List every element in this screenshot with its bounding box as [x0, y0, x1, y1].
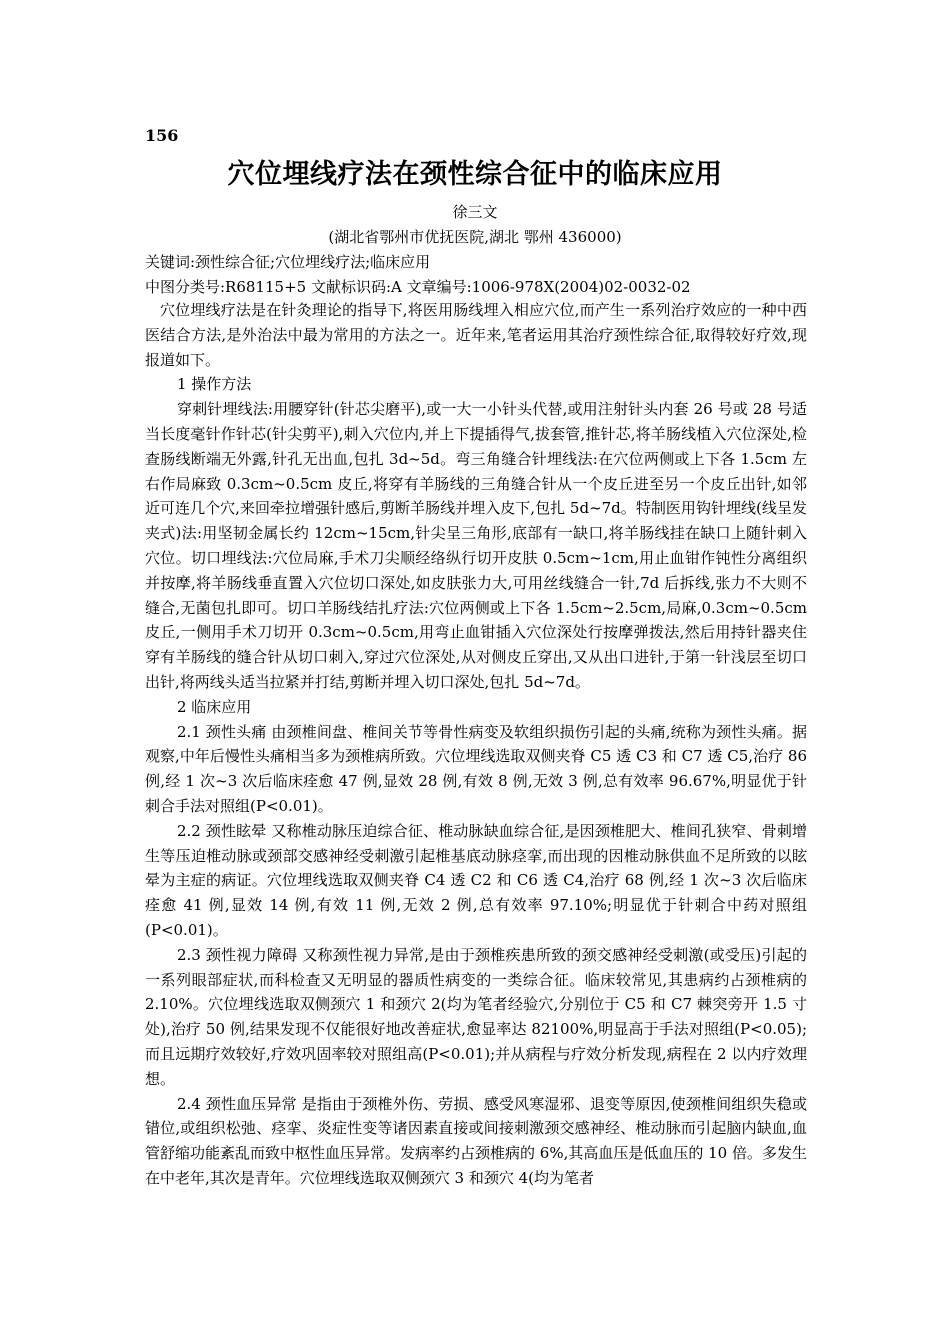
page-number: 156 [145, 126, 179, 145]
intro-paragraph: 穴位埋线疗法是在针灸理论的指导下,将医用肠线埋入相应穴位,而产生一系列治疗效应的一种中西医结合方法,是外治法中最为常用的方法之一。近年来,笔者运用其治疗颈性综合征,取得较好疗效,现报道如下。 [145, 301, 807, 369]
section-heading: 2 临床应用 [177, 697, 252, 716]
body-paragraph: 穿刺针埋线法:用腰穿针(针芯尖磨平),或一大一小针头代替,或用注射针头内套 26 号或 28 号适当长度毫针作针芯(针尖剪平),刺入穴位内,并上下提插得气,拔套管,推针芯,将羊肠线植入穴位深处,检查肠线断端无外露,针孔无出血,包扎 3d~5d。弯三角缝合针埋线法:在穴位两侧或上下各 1.5cm 左右作局麻致 0.3cm~0.5cm 皮丘,将穿有羊肠线的三角缝合针从一个皮丘进至另一个皮丘出针,如邻近可连几个穴,来回牵拉增强针感后,剪断羊肠线并埋入皮下,包扎 5d~7d。特制医用钩针埋线(线呈发夹式)法:用坚韧金属长约 12cm~15cm,针尖呈三角形,底部有一缺口,将羊肠线挂在缺口上随针刺入穴位。切口埋线法:穴位局麻,手术刀尖顺经络纵行切开皮肤 0.5cm~1cm,用止血钳作钝性分离组织并按摩,将羊肠线垂直置入穴位切口深处,如皮肤张力大,可用丝线缝合一针,7d 后拆线,张力不大则不缝合,无菌包扎即可。切口羊肠线结扎疗法:穴位两侧或上下各 1.5cm~2.5cm,局麻,0.3cm~0.5cm 皮丘,一侧用手术刀切开 0.3cm~0.5cm,用弯止血钳插入穴位深处行按摩弹拨法,然后用持针器夹住穿有羊肠线的缝合针从切口刺入,穿过穴位深处,从对侧皮丘穿出,又从出口进针,于第一针浅层至切口出针,将两线头适当拉紧并打结,剪断并埋入切口深处,包扎 5d~7d。 [145, 400, 807, 691]
classification-line: 中图分类号:R68115+5 文献标识码:A 文章编号:1006-978X(2004)02-0032-02 [145, 278, 691, 296]
article-body [145, 298, 807, 1191]
body-paragraph: 2.4 颈性血压异常 是指由于颈椎外伤、劳损、感受风寒湿邪、退变等原因,使颈椎间组织失稳或错位,或组织松弛、痉挛、炎症性变等诸因素直接或间接刺激颈交感神经、椎动脉而引起脑内缺血,血管舒缩功能紊乱而致中枢性血压异常。发病率约占颈椎病的 6%,其高血压是低血压的 10 倍。多发生在中老年,其次是青年。穴位埋线选取双侧颈穴 3 和颈穴 4(均为笔者 [145, 1094, 807, 1187]
paper-title: 穴位埋线疗法在颈性综合征中的临床应用 [227, 159, 723, 190]
author: 徐三文 [452, 203, 498, 221]
section-heading: 1 操作方法 [177, 375, 252, 394]
body-paragraph: 2.1 颈性头痛 由颈椎间盘、椎间关节等骨性病变及软组织损伤引起的头痛,统称为颈性头痛。据观察,中年后慢性头痛相当多为颈椎病所致。穴位埋线选取双侧夹脊 C5 透 C3 和 C7 透 C5,治疗 86 例,经 1 次~3 次后临床痊愈 47 例,显效 28 例,有效 8 例,无效 3 例,总有效率 96.67%,明显优于针刺合手法对照组(P<0.01)。 [145, 722, 807, 815]
body-paragraph: 2.2 颈性眩晕 又称椎动脉压迫综合征、椎动脉缺血综合征,是因颈椎肥大、椎间孔狭窄、骨刺增生等压迫椎动脉或颈部交感神经受刺激引起椎基底动脉痉挛,而出现的因椎动脉供血不足所致的以眩晕为主症的病证。穴位埋线选取双侧夹脊 C4 透 C2 和 C6 透 C4,治疗 68 例,经 1 次~3 次后临床痊愈 41 例,显效 14 例,有效 11 例,无效 2 例,总有效率 97.10%;明显优于针刺合中药对照组(P<0.01)。 [145, 821, 807, 939]
affiliation: (湖北省鄂州市优抚医院,湖北 鄂州 436000) [328, 228, 622, 246]
body-paragraph: 2.3 颈性视力障碍 又称颈性视力异常,是由于颈椎疾患所致的颈交感神经受刺激(或受压)引起的一系列眼部症状,而科检查又无明显的器质性病变的一类综合征。临床较常见,其患病约占颈椎病的 2.10%。穴位埋线选取双侧颈穴 1 和颈穴 2(均为笔者经验穴,分别位于 C5 和 C7 棘突旁开 1.5 寸处),治疗 50 例,结果发现不仅能很好地改善症状,愈显率达 82100%,明显高于手法对照组(P<0.05);而且远期疗效较好,疗效巩固率较对照组高(P<0.01);并从病程与疗效分析发现,病程在 2 以内疗效理想。 [145, 945, 807, 1088]
keywords: 关键词:颈性综合征;穴位埋线疗法;临床应用 [145, 253, 431, 271]
